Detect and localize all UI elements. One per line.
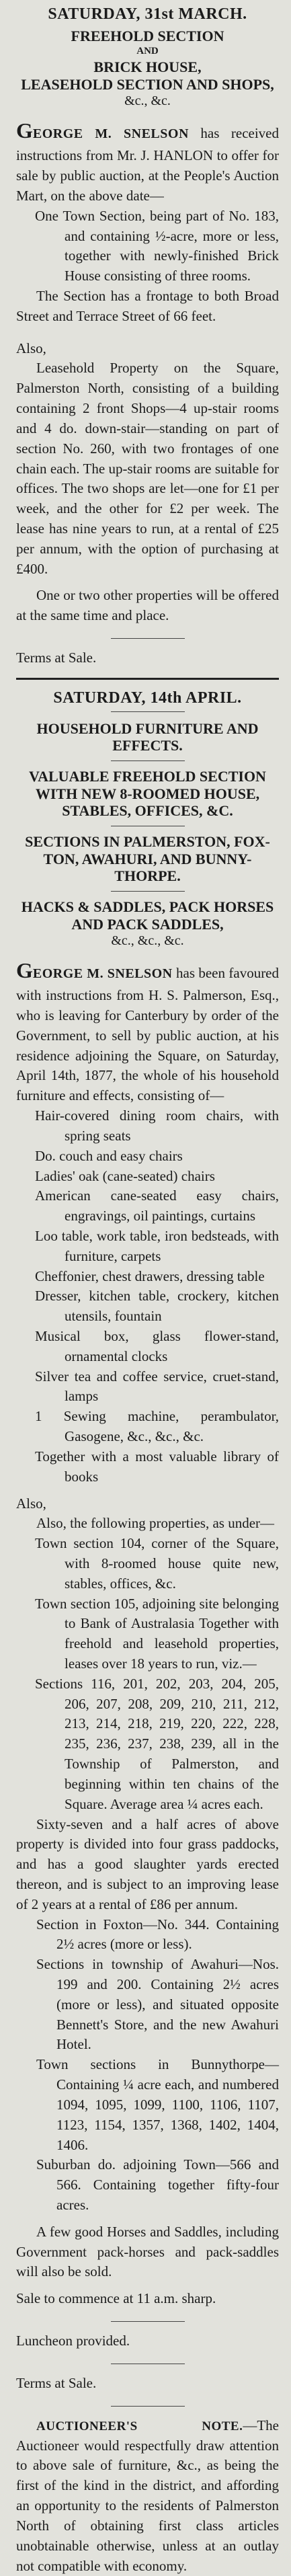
list-item: Town section 105, adjoining site belonging to Bank of Australasia Together with freehold and leasehold properties, leases over 18 years to run, viz.—	[35, 1595, 279, 1672]
advertisement-april	[16, 689, 279, 2576]
heading-effects: EFFECTS.	[112, 737, 183, 754]
furniture-list	[16, 1106, 279, 1487]
intro-text: has been favoured with instructions from H. S. Palmerson, Esq., who is leaving for Canterbury by order of the Government, to sell by public auction, at his residence adjoining the Square, on Saturday, April 14th, 1877, the whole of his household furniture and effects, consisting of—	[16, 964, 280, 1104]
list-item: Ladies' oak (cane-seated) chairs	[35, 1167, 215, 1184]
title-leasehold: LEASEHOLD SECTION AND SHOPS,	[21, 75, 274, 93]
auctioneer-name: EORGE M. SNELSON	[32, 126, 189, 141]
also-properties-line: Also, the following properties, as under—	[36, 1515, 275, 1532]
paddocks-paragraph: Sixty-seven and a half acres of above property is divided into four grass paddocks, and has a good slaughter yards erected thereon, and is subject to an improving lease of 2 years at a rental of £86 per annum.	[16, 1816, 279, 1912]
list-item: Town sections in Bunnythorpe—Containing ¼ acre each, and numbered 1094, 1095, 1099, 1100, 1106, 1107, 1123, 1154, 1357, 1368, 1402, 1404, 1406.	[36, 2056, 279, 2153]
heading-sections: SECTIONS IN PALMERSTON, FOX-	[25, 833, 270, 851]
note-text: —The Auctioneer would respectfully draw attention to above sale of furniture, &c., as being the first of the kind in the district, and affording an opportunity to the residents of Palmerston North of obtaining first class articles unobtainable otherwise, unless at an outlay not compatible with economy.	[16, 2417, 279, 2574]
list-item: Hair-covered dining room chairs, with spring seats	[35, 1107, 279, 1144]
lead-initial: G	[16, 958, 33, 982]
list-item: Loo table, work table, iron bedsteads, with furniture, carpets	[35, 1227, 279, 1264]
heading-furniture: HOUSEHOLD FURNITURE AND	[36, 719, 259, 737]
intro-paragraph	[16, 955, 279, 1106]
horses-paragraph: A few good Horses and Saddles, including Government pack-horses and pack-saddles will also be sold.	[16, 2223, 279, 2280]
list-item: Suburban do. adjoining Town—566 and 566. Containing together fifty-four acres.	[36, 2156, 279, 2213]
heading-freehold: VALUABLE FREEHOLD SECTION	[29, 768, 266, 785]
divider	[111, 891, 185, 892]
list-item: American cane-seated easy chairs, engravings, oil paintings, curtains	[35, 1187, 279, 1224]
list-item: Together with a most valuable library of books	[35, 1448, 279, 1485]
luncheon-line: Luncheon provided.	[16, 2333, 130, 2349]
heading-sections-3: THORPE.	[114, 867, 181, 884]
divider	[111, 760, 185, 761]
terms-line: Terms at Sale.	[16, 2374, 97, 2391]
list-item: Sections in township of Awahuri—Nos. 199 and 200. Containing 2½ acres (more or less), and situated opposite Bennett's Store, and the new Awahuri Hotel.	[36, 1956, 279, 2053]
list-item: Section in Foxton—No. 344. Containing 2½ acres (more or less).	[36, 1916, 279, 1953]
title-brick-house: BRICK HOUSE,	[93, 58, 202, 76]
section-divider	[16, 678, 279, 680]
other-properties-paragraph: One or two other properties will be offered at the same time and place.	[16, 587, 279, 624]
lead-initial: G	[16, 118, 33, 143]
list-item: Town section 104, corner of the Square, with 8-roomed house quite new, stables, offices, &c.	[35, 1535, 279, 1592]
divider	[111, 711, 185, 712]
sale-time: Sale to commence at 11 a.m. sharp.	[16, 2290, 216, 2307]
title-etc: &c., &c.	[124, 93, 171, 108]
list-item: Do. couch and easy chairs	[35, 1147, 183, 1164]
sections-list	[16, 1915, 279, 2216]
heading-etc: &c., &c., &c.	[111, 933, 184, 948]
list-item: 1 Sewing machine, perambulator, Gasogene, &c., &c., &c.	[35, 1408, 279, 1445]
also-label: Also,	[16, 340, 46, 356]
title-and: AND	[136, 46, 159, 57]
list-item: Dresser, kitchen table, crockery, kitchen utensils, fountain	[35, 1288, 279, 1325]
town-section-item: One Town Section, being part of No. 183, and containing ½-acre, more or less, together with newly-finished Brick House consisting of three rooms.	[35, 207, 279, 284]
note-label: AUCTIONEER'S NOTE.	[36, 2419, 243, 2433]
heading-pack-saddles: AND PACK SADDLES,	[71, 915, 224, 933]
frontage-paragraph: The Section has a frontage to both Broad Street and Terrace Street of 66 feet.	[16, 288, 279, 324]
list-item: Cheffonier, chest drawers, dressing table	[35, 1267, 265, 1284]
date-line: SATURDAY, 14th APRIL.	[53, 689, 242, 707]
divider	[111, 638, 185, 639]
date-line: SATURDAY, 31st MARCH.	[48, 5, 247, 23]
heading-stables: STABLES, OFFICES, &C.	[62, 802, 233, 820]
heading-house: WITH NEW 8-ROOMED HOUSE,	[35, 785, 260, 802]
divider	[111, 2321, 185, 2322]
divider	[111, 2406, 185, 2407]
heading-hacks: HACKS & SADDLES, PACK HORSES	[21, 898, 274, 916]
terms-line: Terms at Sale.	[16, 650, 97, 666]
list-item: Musical box, glass flower-stand, ornamental clocks	[35, 1328, 279, 1364]
list-item: Sections 116, 201, 202, 203, 204, 205, 206, 207, 208, 209, 210, 211, 212, 213, 214, 218, 219, 220, 222, 228, 235, 236, 237, 238, 239, all in the Township of Palmerston, and beginning within ten chains of the Square. Average area ¼ acres each.	[35, 1675, 279, 1812]
list-item: Silver tea and coffee service, cruet-stand, lamps	[35, 1368, 279, 1405]
leasehold-paragraph: Leasehold Property on the Square, Palmerston North, consisting of a building containing 2 front Shops—4 up-stair rooms and 4 do. down-stair—standing on part of section No. 260, with two frontages of one chain each. The up-stair rooms are suitable for offices. The two shops are let—one for £1 per week, and the other for £2 per week. The lease has nine years to run, at a rental of £25 per annum, with the option of purchasing at £400.	[16, 360, 279, 577]
auctioneers-note	[16, 2416, 279, 2576]
heading-sections-2: TON, AWAHURI, AND BUNNY-	[43, 850, 252, 867]
properties-list	[16, 1534, 279, 1814]
auctioneer-name: EORGE M. SNELSON	[32, 966, 173, 981]
intro-text: has received instructions from Mr. J. HANLON to offer for sale by public auction, at the People's Auction Mart, on the above date—	[16, 124, 280, 204]
title-freehold-section: FREEHOLD SECTION	[71, 28, 224, 44]
intro-paragraph	[16, 116, 279, 206]
advertisement-march	[16, 5, 279, 668]
also-label: Also,	[16, 1495, 46, 1512]
